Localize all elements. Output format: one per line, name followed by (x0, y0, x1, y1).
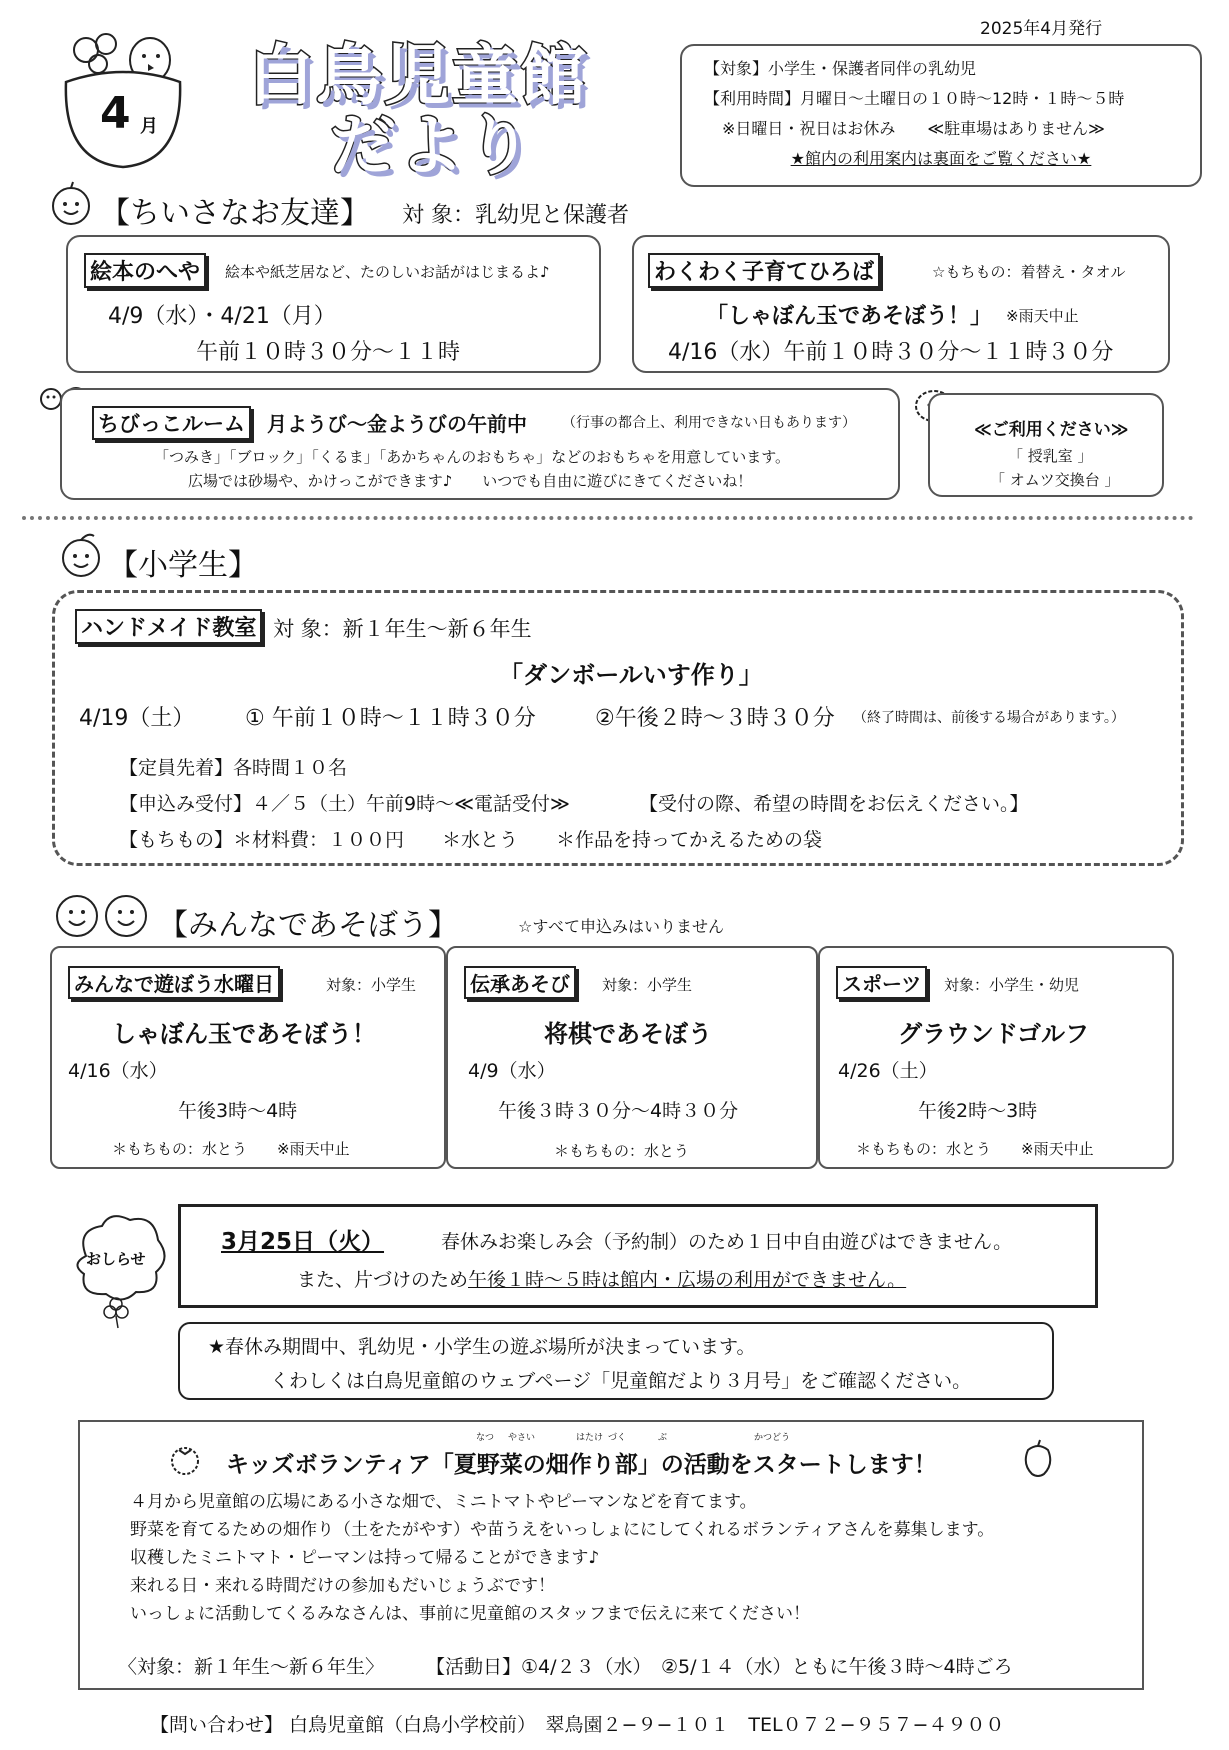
volunteer-target: 〈対象：新１年生～新６年生〉 (118, 1656, 385, 1678)
notice-date: 3月25日（火） (221, 1229, 385, 1255)
pepper-icon (1020, 1438, 1056, 1482)
hiroba-event: 「しゃぼん玉であそぼう！」 (706, 304, 993, 329)
play-card-time: 午後3時～4時 (178, 1100, 298, 1122)
section-elem-heading: 【小学生】 (108, 548, 258, 583)
play-card-bring: ＊もちもの：水とう (554, 1142, 690, 1160)
hiroba-card (632, 235, 1170, 373)
play-card-event: しゃぼん玉であそぼう！ (112, 1020, 376, 1048)
section-small-heading: 【ちいさなお友達】 (100, 196, 370, 231)
ruby-natsu: なつ (476, 1433, 495, 1443)
play-card-time: 午後2時～3時 (918, 1100, 1038, 1122)
chibikko-line1: 「つみき」「ブロック」「くるま」「あかちゃんのおもちゃ」などのおもちゃを用意しています。 (154, 448, 791, 466)
footer-contact: 【問い合わせ】 白鳥児童館（白鳥小学校前） 翠鳥園２−９−１０１ TEL０７２−９５７−４９００ (150, 1714, 1005, 1736)
notice-line2-underlined: 午後１時～５時は館内・広場の利用ができません。 (468, 1269, 907, 1291)
handmade-slot2: ②午後２時～３時３０分 (595, 706, 835, 731)
chibikko-card (60, 388, 900, 500)
volunteer-title-pre: キッズボランティア「 (226, 1452, 454, 1478)
volunteer-line: ４月から児童館の広場にある小さな畑で、ミニトマトやピーマンなどを育てます。 (130, 1492, 757, 1512)
handmade-apply-note: 【受付の際、希望の時間をお伝えください。】 (639, 793, 1029, 815)
notice-line2-prefix: また、片づけのため (297, 1269, 469, 1291)
handmade-date: 4/19（土） (79, 706, 195, 731)
hiroba-tag: わくわく子育てひろば (648, 253, 880, 288)
volunteer-days: 【活動日】①4/２３（水） ②5/１４（水）ともに午後３時～4時ごろ (426, 1656, 1013, 1678)
info-target: 【対象】小学生・保護者同伴の乳幼児 (704, 59, 977, 78)
notice-label: おしらせ (86, 1250, 146, 1268)
hiroba-bring: ☆もちもの：着替え・タオル (932, 263, 1126, 281)
apple-face-icon (48, 180, 94, 230)
play-card-date: 4/9（水） (468, 1060, 556, 1082)
use-item1: 「 授乳室 」 (1008, 447, 1093, 465)
ehon-tag: 絵本のへや (84, 253, 206, 288)
play-card-target: 対象：小学生 (602, 976, 693, 994)
handmade-apply: 【申込み受付】４／５（土）午前9時～≪電話受付≫ (119, 793, 570, 815)
handmade-card (52, 590, 1184, 866)
play-card-date: 4/26（土） (838, 1060, 938, 1082)
spring-break-box (178, 1322, 1054, 1400)
play-card-bring: ＊もちもの：水とう ※雨天中止 (112, 1140, 350, 1158)
play-card-sports (818, 946, 1174, 1169)
section-divider (22, 516, 1194, 520)
month-suffix: 月 (140, 116, 158, 137)
info-closed: ※日曜日・祝日はお休み ≪駐車場はありません≫ (722, 119, 1105, 138)
month-number: 4 (100, 88, 131, 139)
play-card-bring: ＊もちもの：水とう ※雨天中止 (856, 1140, 1094, 1158)
play-card-event: グラウンドゴルフ (898, 1020, 1090, 1048)
play-card-tag: みんなで遊ぼう水曜日 (68, 966, 280, 999)
ruby-hatake: はたけ (576, 1433, 604, 1443)
handmade-event: 「ダンボールいす作り」 (499, 661, 763, 689)
play-card-target: 対象：小学生 (326, 976, 417, 994)
play-card-date: 4/16（水） (68, 1060, 168, 1082)
play-card-time: 午後３時３０分～4時３０分 (498, 1100, 739, 1122)
clover-cloud-icon (66, 1206, 174, 1332)
section-play-heading: 【みんなであそぼう】 (158, 908, 458, 943)
spring-line2: くわしくは白鳥児童館のウェブページ「児童館だより３月号」をご確認ください。 (270, 1370, 972, 1392)
chibikko-tag: ちびっこルーム (92, 406, 251, 440)
section-small-target: 対 象：乳幼児と保護者 (402, 203, 629, 228)
chibikko-line2: 広場では砂場や、かけっこができます♪ いつでも自由に遊びにきてくださいね！ (188, 472, 753, 490)
notice-line1: 春休みお楽しみ会（予約制）のため１日中自由遊びはできません。 (441, 1231, 1013, 1253)
play-card-event: 将棋であそぼう (544, 1020, 712, 1048)
use-box (928, 393, 1164, 497)
volunteer-title-main: 夏野菜の畑作り部 (453, 1452, 638, 1478)
handmade-capacity: 【定員先着】各時間１０名 (119, 757, 348, 779)
chibikko-when: 月ようび～金ようびの午前中 (267, 412, 527, 436)
notice-cloud (66, 1206, 174, 1332)
handmade-bring: 【もちもの】＊材料費：１００円 ＊水とう ＊作品を持ってかえるための袋 (119, 829, 823, 851)
hiroba-datetime: 4/16（水）午前１０時３０分～１１時３０分 (668, 340, 1114, 365)
volunteer-title-post: 」の活動をスタートします！ (637, 1452, 937, 1478)
volunteer-line: 来れる日・来れる時間だけの参加もだいじょうぶです！ (130, 1576, 555, 1596)
notice-box (178, 1204, 1098, 1308)
info-guide: ★館内の利用案内は裏面をご覧ください★ (790, 149, 1092, 168)
twin-faces-icon (52, 890, 152, 946)
ruby-bu: ぶ (658, 1433, 668, 1443)
newsletter-title-line2: だより (330, 107, 534, 184)
newsletter-title-line1: 白鳥児童館 (248, 37, 588, 114)
play-card-traditional (446, 946, 818, 1169)
volunteer-line: いっしょに活動してくるみなさんは、事前に児童館のスタッフまで伝えに来てください！ (130, 1604, 810, 1624)
hiroba-rain: ※雨天中止 (1006, 307, 1079, 325)
use-title: ≪ご利用ください≫ (974, 420, 1129, 440)
play-card-tag: 伝承あそび (464, 966, 576, 999)
issue-date: 2025年4月発行 (980, 19, 1103, 39)
ruby-zuku: づく (608, 1433, 627, 1443)
notice-line2 (297, 1265, 906, 1292)
play-card-target: 対象：小学生・幼児 (944, 976, 1080, 994)
ehon-time: 午前１０時３０分～１１時 (196, 340, 461, 365)
info-hours: 【利用時間】月曜日～土曜日の１０時～12時・１時～５時 (704, 89, 1125, 108)
handmade-target: 対 象：新１年生～新６年生 (273, 617, 532, 641)
section-play-note: ☆すべて申込みはいりません (518, 917, 725, 936)
play-card-tag: スポーツ (836, 966, 927, 999)
ehon-desc: 絵本や紙芝居など、たのしいお話がはじまるよ♪ (225, 263, 550, 281)
use-item2: 「 オムツ交換台 」 (990, 471, 1120, 489)
handmade-tag: ハンドメイド教室 (75, 609, 262, 644)
tomato-icon (168, 1442, 202, 1480)
info-box (680, 44, 1202, 187)
ehon-dates: 4/9（水）・4/21（月） (108, 304, 336, 329)
volunteer-line: 収穫したミニトマト・ピーマンは持って帰ることができます♪ (130, 1548, 600, 1568)
volunteer-line: 野菜を育てるための畑作り（土をたがやす）や苗うえをいっしょににしてくれるボランティアさんを募集します。 (130, 1520, 995, 1540)
spring-line1: ★春休み期間中、乳幼児・小学生の遊ぶ場所が決まっています。 (208, 1336, 756, 1358)
handmade-slot1: ① 午前１０時～１１時３０分 (245, 706, 536, 731)
play-card-wednesday (50, 946, 446, 1169)
volunteer-box (78, 1420, 1144, 1690)
volunteer-title (226, 1446, 937, 1479)
ruby-yasai: やさい (508, 1433, 536, 1443)
orange-face-icon (58, 530, 104, 584)
ruby-katsudou: かつどう (754, 1433, 791, 1443)
handmade-slot-note: （終了時間は、前後する場合があります。） (853, 710, 1125, 726)
ehon-card (66, 235, 601, 373)
chibikko-note: （行事の都合上、利用できない日もあります） (562, 415, 856, 431)
volunteer-body (130, 1488, 994, 1628)
